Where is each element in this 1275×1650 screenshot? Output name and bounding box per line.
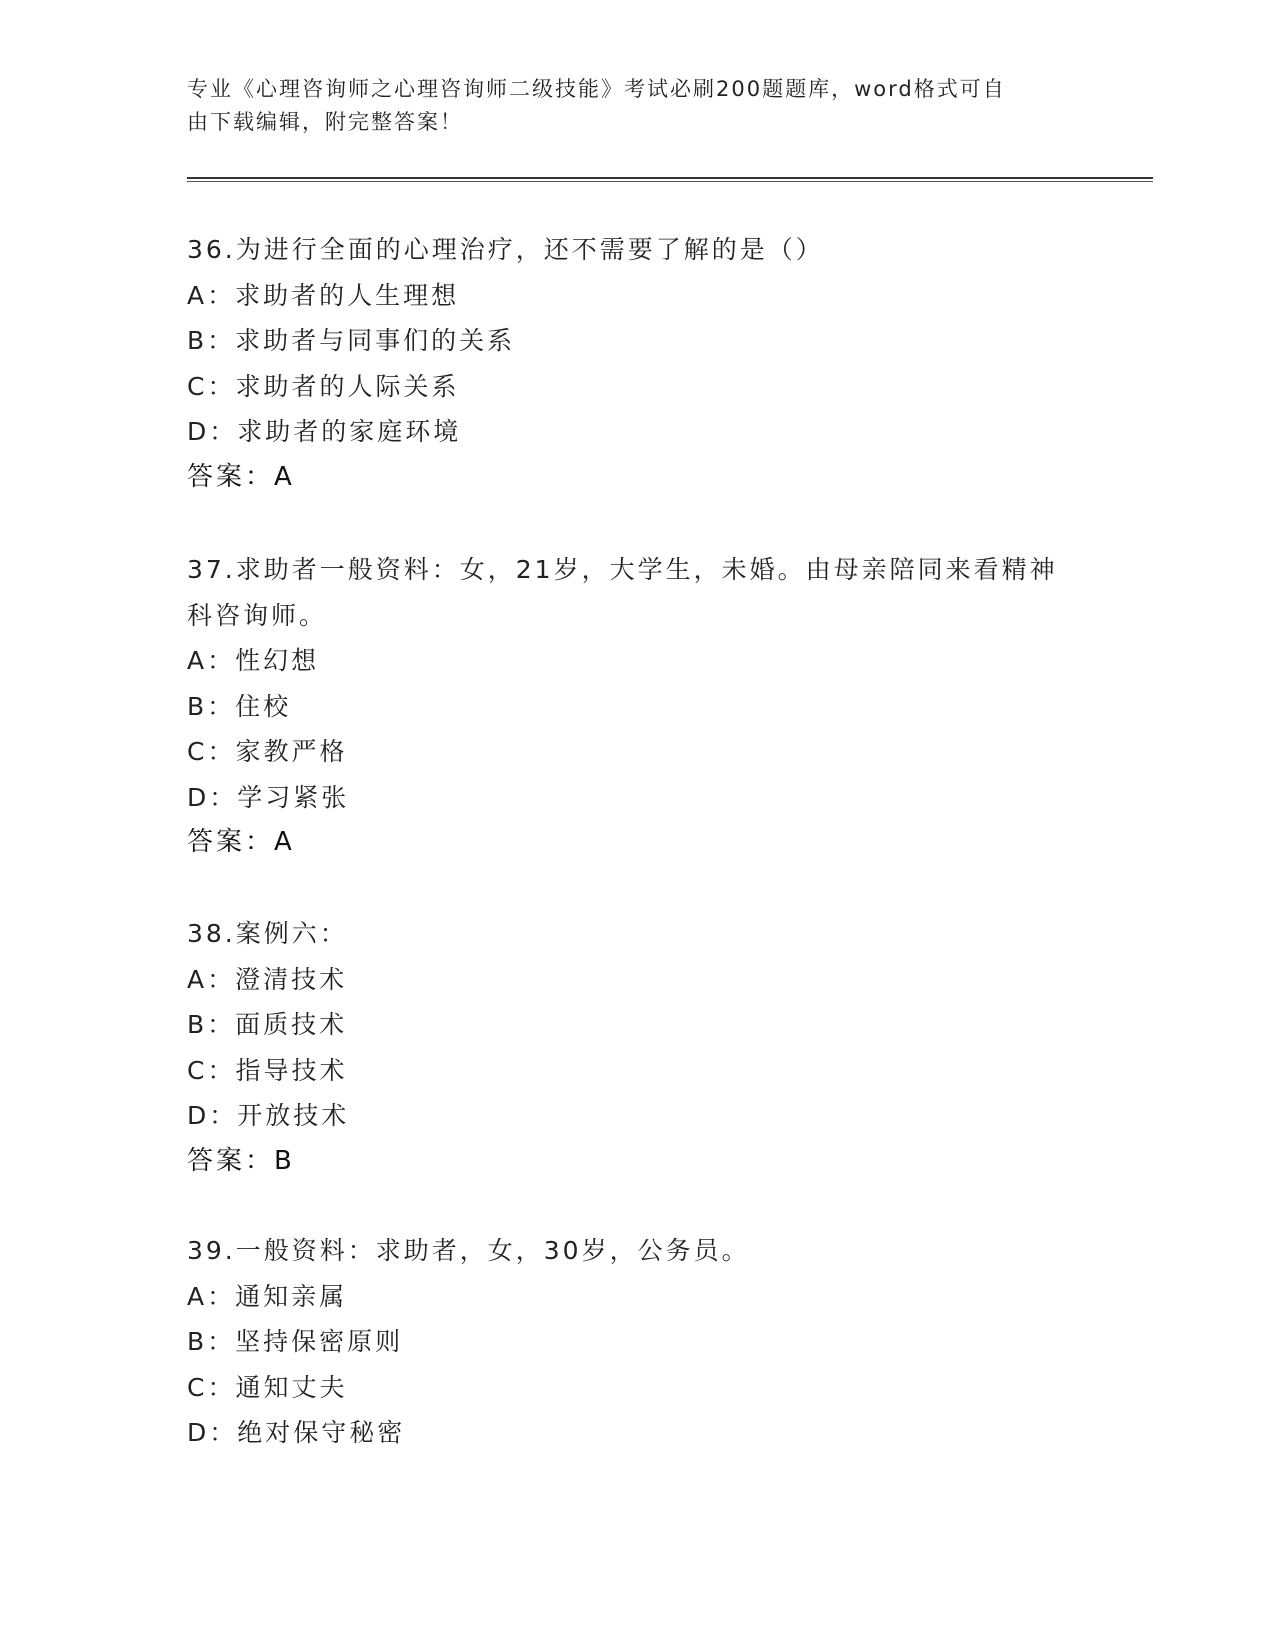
option-b: B：住校 xyxy=(187,691,292,721)
option-a: A：求助者的人生理想 xyxy=(187,280,460,310)
option-a: A：性幻想 xyxy=(187,646,320,675)
option-d: D：绝对保守秘密 xyxy=(187,1418,406,1447)
option-c: C：通知丈夫 xyxy=(187,1372,348,1402)
option-d: D：求助者的家庭环境 xyxy=(187,417,462,446)
question-38 xyxy=(187,911,1087,1184)
question-stem: 36.为进行全面的心理治疗，还不需要了解的是（） xyxy=(187,235,824,264)
question-37 xyxy=(187,547,1087,866)
option-d: D：开放技术 xyxy=(187,1101,350,1130)
option-a: A：澄清技术 xyxy=(187,964,348,994)
option-c: C：指导技术 xyxy=(187,1055,348,1085)
header-line-1: 专业《心理咨询师之心理咨询师二级技能》考试必刷200题题库，word格式可自 xyxy=(187,77,1006,101)
question-36 xyxy=(187,227,1087,500)
answer-text: 答案：A xyxy=(187,827,295,857)
question-stem: 39.一般资料：求助者，女，30岁，公务员。 xyxy=(187,1236,750,1265)
option-d: D：学习紧张 xyxy=(187,782,350,812)
header-line-2: 由下载编辑，附完整答案！ xyxy=(187,110,463,134)
option-c: C：求助者的人际关系 xyxy=(187,371,460,401)
option-b: B：坚持保密原则 xyxy=(187,1327,404,1356)
header-divider-thin xyxy=(187,181,1153,182)
option-b: B：求助者与同事们的关系 xyxy=(187,326,516,355)
option-b: B：面质技术 xyxy=(187,1010,348,1039)
question-stem-line-1: 37.求助者一般资料：女，21岁，大学生，未婚。由母亲陪同来看精神 xyxy=(187,555,1058,584)
question-stem-line-2: 科咨询师。 xyxy=(187,600,328,630)
document-header xyxy=(187,73,1087,139)
answer-text: 答案：A xyxy=(187,461,295,492)
question-39 xyxy=(187,1228,1087,1456)
answer-text: 答案：B xyxy=(187,1145,295,1176)
option-c: C：家教严格 xyxy=(187,737,348,766)
question-stem: 38.案例六： xyxy=(187,919,348,948)
header-divider-thick xyxy=(187,177,1153,179)
option-a: A：通知亲属 xyxy=(187,1281,348,1311)
